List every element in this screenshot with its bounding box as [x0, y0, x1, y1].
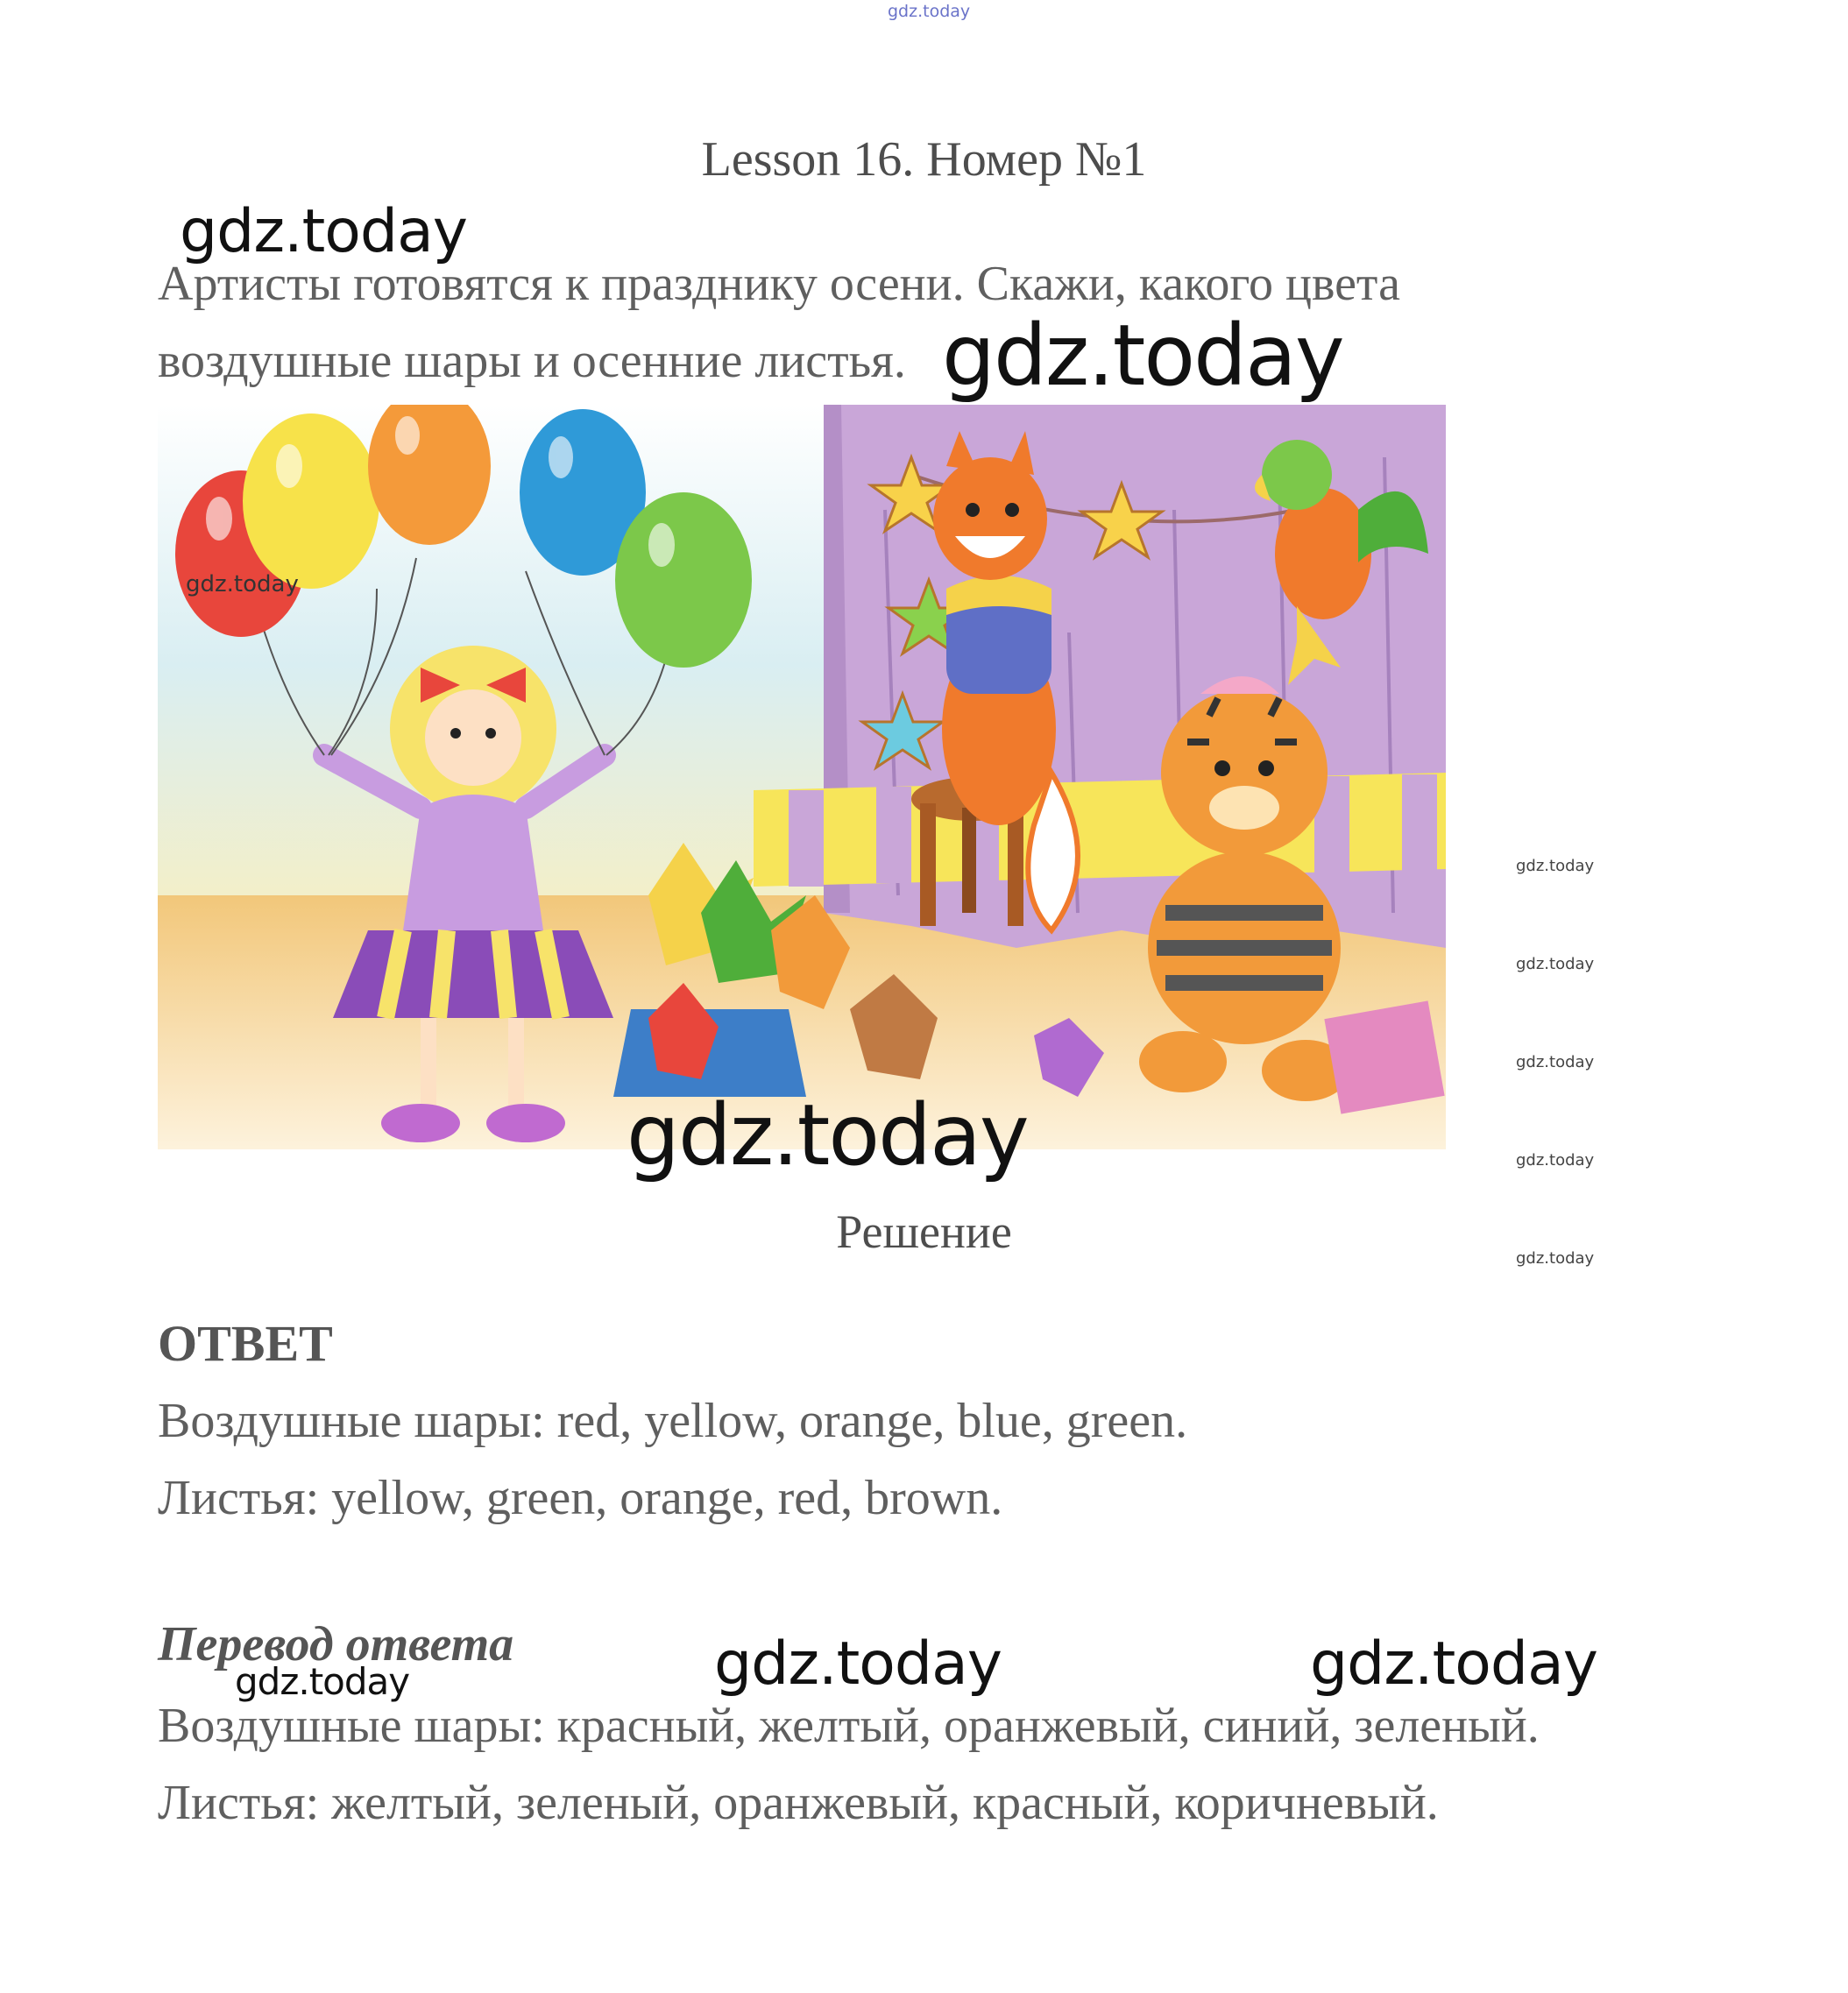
- watermark-side-4: gdz.today: [1516, 1151, 1595, 1170]
- translation-line-2: Листья: желтый, зеленый, оранжевый, красный, коричневый.: [158, 1776, 1439, 1830]
- watermark-3: gdz.today: [186, 571, 299, 597]
- task-text: Артисты готовятся к празднику осени. Скажи, какого цвета воздушные шары и осенние листья.: [158, 257, 1400, 388]
- watermark-side-5: gdz.today: [1516, 1249, 1595, 1268]
- page-title: Lesson 16. Номер №1: [701, 132, 1147, 187]
- watermark-side-1: gdz.today: [1516, 857, 1595, 875]
- answer-line-2: Листья: yellow, green, orange, red, brown.: [158, 1471, 1003, 1525]
- top-watermark: gdz.today: [888, 2, 971, 21]
- curtain: [754, 405, 1446, 948]
- watermark-side-3: gdz.today: [1516, 1053, 1595, 1071]
- watermark-4: gdz.today: [627, 1086, 1028, 1184]
- lesson-illustration: [158, 405, 1446, 1149]
- watermark-side-2: gdz.today: [1516, 955, 1595, 973]
- watermark-2: gdz.today: [942, 307, 1343, 405]
- translation-line-1: Воздушные шары: красный, желтый, оранжевый, синий, зеленый.: [158, 1699, 1540, 1753]
- solution-label: Решение: [836, 1205, 1012, 1258]
- watermark-7: gdz.today: [1310, 1629, 1597, 1699]
- translation-heading: Перевод ответа: [158, 1617, 514, 1671]
- answer-heading: ОТВЕТ: [158, 1315, 333, 1372]
- watermark-6: gdz.today: [714, 1629, 1002, 1699]
- watermark-5: gdz.today: [235, 1660, 410, 1703]
- watermark-1: gdz.today: [180, 197, 467, 266]
- answer-line-1: Воздушные шары: red, yellow, orange, blue, green.: [158, 1394, 1188, 1448]
- balloon-green: [615, 492, 752, 668]
- balloon-yellow: [243, 413, 379, 589]
